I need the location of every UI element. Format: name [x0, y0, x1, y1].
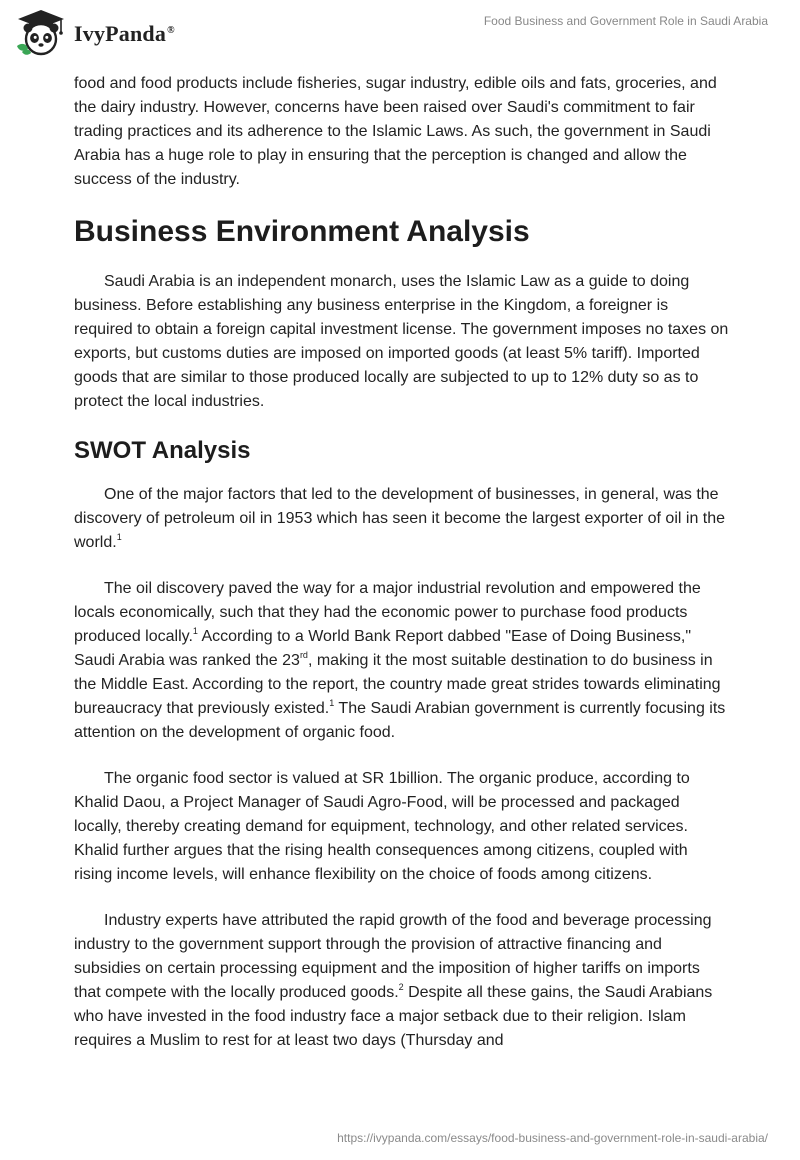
- footnote-ref[interactable]: 1: [192, 625, 198, 636]
- ordinal-suffix: rd: [299, 649, 308, 660]
- business-environment-paragraph: Saudi Arabia is an independent monarch, uses the Islamic Law as a guide to doing business. Before establishing any business enterprise in the Kingdom, a foreigner is required to obtain a foreign capital investment license. The government imposes no taxes on exports, but customs duties are imposed on imported goods (at least 5% tariff). Imported goods that are similar to those produced locally are subjected to up to 12% duty so as to protect the local industries.: [74, 273, 729, 410]
- swot-paragraph-4: [74, 909, 730, 1053]
- paragraph-text: One of the major factors that led to the development of businesses, in general, was the discovery of petroleum oil in 1953 which has seen it become the largest exporter of oil in the world.: [74, 486, 726, 551]
- swot-paragraph-1: [74, 483, 730, 555]
- paragraph-text: The oil discovery paved the way for a major industrial revolution and empowered the locals economically, such that they had the economic power to purchase food products produced locally.: [74, 580, 701, 645]
- paragraph-text: According to a World Bank Report dabbed "Ease of Doing Business," Saudi Arabia was ranked the 23: [74, 628, 692, 669]
- page-header: [0, 0, 800, 70]
- brand-name: IvyPanda®: [74, 21, 175, 46]
- brand-logo[interactable]: [14, 8, 175, 58]
- paragraph-text: Despite all these gains, the Saudi Arabians who have invested in the food industry face a major setback due to their religion. Islam requires a Muslim to rest for at least two days (Thursday and: [74, 984, 713, 1049]
- paragraph-text: , making it the most suitable destination to do business in the Middle East. According to the report, the country made great strides towards eliminating bureaucracy that previously existed.: [74, 652, 721, 717]
- paragraph-text: Industry experts have attributed the rapid growth of the food and beverage processing industry to the government support through the provision of attractive financing and subsidies on certain processing equipment and the imposition of higher tariffs on imports that compete with the locally produced goods.: [74, 912, 712, 1001]
- swot-paragraph-3: The organic food sector is valued at SR 1billion. The organic produce, according to Khalid Daou, a Project Manager of Saudi Agro-Food, will be processed and packaged locally, thereby creating demand for equipment, technology, and other related services. Khalid further argues that the rising health consequences among citizens, coupled with rising income levels, will enhance flexibility on the choice of foods among citizens.: [74, 770, 690, 883]
- swot-paragraph-2: [74, 577, 730, 745]
- document-title: Food Business and Government Role in Saudi Arabia: [483, 14, 768, 28]
- section-heading-business-environment: Business Environment Analysis: [74, 215, 530, 248]
- footnote-ref[interactable]: 1: [329, 697, 335, 708]
- paragraph-text: The Saudi Arabian government is currently focusing its attention on the development of organic food.: [74, 700, 726, 741]
- footnote-ref[interactable]: 1: [116, 531, 122, 542]
- essay-body: [74, 72, 730, 1075]
- footnote-ref[interactable]: 2: [398, 981, 404, 992]
- section-heading-swot: SWOT Analysis: [74, 437, 251, 464]
- intro-paragraph: food and food products include fisheries, sugar industry, edible oils and fats, groceries, and the dairy industry. However, concerns have been raised over Saudi's commitment to fair trading practices and its adherence to the Islamic Laws. As such, the government in Saudi Arabia has a huge role to play in ensuring that the perception is changed and allow the success of the industry.: [74, 75, 717, 188]
- source-url[interactable]: https://ivypanda.com/essays/food-business-and-government-role-in-saudi-arabia/: [337, 1131, 768, 1145]
- panda-graduate-icon: [14, 8, 68, 58]
- registered-mark: ®: [167, 24, 175, 36]
